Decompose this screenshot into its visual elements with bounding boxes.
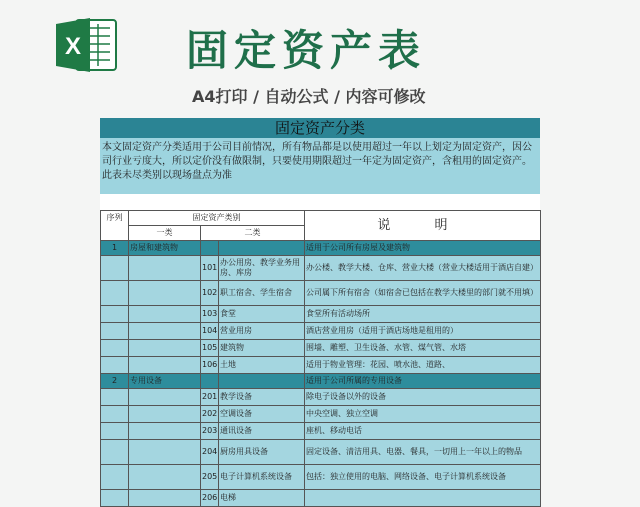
seq-cell <box>101 440 129 465</box>
code-cell: 205 <box>201 465 219 490</box>
table-row <box>101 490 541 507</box>
description-cell: 中央空调、独立空调 <box>305 406 541 423</box>
first-class-cell <box>129 465 201 490</box>
seq-cell <box>101 389 129 406</box>
description-cell: 固定设备、清洁用具、电器、餐具，一切用上一年以上的物品 <box>305 440 541 465</box>
description-cell: 适用于公司所属的专用设备 <box>305 374 541 389</box>
code-cell: 203 <box>201 423 219 440</box>
seq-cell <box>101 281 129 306</box>
description-cell: 围墙、雕塑、卫生设备、水管、煤气管、水塔 <box>305 340 541 357</box>
description-cell: 包括：独立使用的电脑、网络设备、电子计算机系统设备 <box>305 465 541 490</box>
description-cell: 公司属下所有宿舍（如宿舍已包括在教学大楼里的部门就不用填） <box>305 281 541 306</box>
table-row <box>101 406 541 423</box>
second-class-cell: 食堂 <box>219 306 305 323</box>
first-class-cell <box>129 357 201 374</box>
seq-cell: 2 <box>101 374 129 389</box>
description-cell: 办公楼、教学大楼、仓库、营业大楼（营业大楼适用于酒店自建） <box>305 256 541 281</box>
code-cell: 102 <box>201 281 219 306</box>
table-row <box>101 440 541 465</box>
table-row <box>101 323 541 340</box>
first-class-cell <box>129 389 201 406</box>
page-subtitle: A4打印 / 自动公式 / 内容可修改 <box>192 87 426 106</box>
table-row <box>101 340 541 357</box>
blank-row <box>100 194 540 210</box>
table-row <box>101 256 541 281</box>
second-class-cell: 营业用房 <box>219 323 305 340</box>
code-cell: 101 <box>201 256 219 281</box>
intro-text: 本文固定资产分类适用于公司目前情况，所有物品都是以使用超过一年以上划定为固定资产，因公司行业亏度大，所以定价没有做限制，只要使用期限超过一年定为固定资产，含租用的固定资产。此表未尽类别以现场盘点为准 <box>100 138 540 194</box>
second-class-cell <box>219 241 305 256</box>
second-class-cell: 教学设备 <box>219 389 305 406</box>
seq-cell <box>101 357 129 374</box>
description-cell <box>305 490 541 507</box>
seq-cell <box>101 490 129 507</box>
spreadsheet-sheet <box>100 118 540 500</box>
description-cell: 适用于物业管理：花园、喷水池、道路、 <box>305 357 541 374</box>
logo-letter: X <box>64 33 82 60</box>
asset-table <box>100 210 541 507</box>
description-cell: 除电子设备以外的设备 <box>305 389 541 406</box>
first-class-cell <box>129 340 201 357</box>
first-class-cell <box>129 423 201 440</box>
second-class-cell: 电梯 <box>219 490 305 507</box>
first-class-cell <box>129 440 201 465</box>
header-category: 固定资产类别 <box>129 211 305 226</box>
banner <box>0 0 640 118</box>
header-second-class: 二类 <box>201 226 305 241</box>
second-class-cell: 办公用房、教学业务用房、库房 <box>219 256 305 281</box>
seq-cell <box>101 340 129 357</box>
seq-cell: 1 <box>101 241 129 256</box>
table-row <box>101 357 541 374</box>
table-row <box>101 465 541 490</box>
code-cell <box>201 241 219 256</box>
second-class-cell: 建筑物 <box>219 340 305 357</box>
description-cell: 酒店营业用房（适用于酒店场地是租用的） <box>305 323 541 340</box>
seq-cell <box>101 323 129 340</box>
seq-cell <box>101 256 129 281</box>
code-cell: 202 <box>201 406 219 423</box>
first-class-cell <box>129 306 201 323</box>
first-class-cell <box>129 490 201 507</box>
second-class-cell: 通讯设备 <box>219 423 305 440</box>
code-cell: 201 <box>201 389 219 406</box>
second-class-cell: 空调设备 <box>219 406 305 423</box>
description-cell: 食堂所有活动场所 <box>305 306 541 323</box>
code-cell: 206 <box>201 490 219 507</box>
page-title: 固定资产表 <box>186 26 427 75</box>
description-cell: 适用于公司所有房屋及建筑物 <box>305 241 541 256</box>
description-cell: 座机、移动电话 <box>305 423 541 440</box>
excel-logo-icon <box>54 16 118 74</box>
first-class-cell <box>129 323 201 340</box>
first-class-cell <box>129 256 201 281</box>
first-class-cell: 专用设备 <box>129 374 201 389</box>
second-class-cell: 土地 <box>219 357 305 374</box>
section-row <box>101 374 541 389</box>
seq-cell <box>101 423 129 440</box>
code-cell <box>201 374 219 389</box>
seq-cell <box>101 306 129 323</box>
header-seq-cont <box>101 226 129 241</box>
code-cell: 104 <box>201 323 219 340</box>
sheet-title: 固定资产分类 <box>100 118 540 138</box>
second-class-cell <box>219 374 305 389</box>
table-row <box>101 281 541 306</box>
second-class-cell: 厨房用具设备 <box>219 440 305 465</box>
code-cell: 105 <box>201 340 219 357</box>
first-class-cell: 房屋和建筑物 <box>129 241 201 256</box>
table-row <box>101 306 541 323</box>
first-class-cell <box>129 281 201 306</box>
code-cell: 204 <box>201 440 219 465</box>
header-first-class: 一类 <box>129 226 201 241</box>
header-seq: 序列 <box>101 211 129 226</box>
table-row <box>101 423 541 440</box>
section-row <box>101 241 541 256</box>
header-explain: 说 明 <box>305 211 541 241</box>
first-class-cell <box>129 406 201 423</box>
code-cell: 106 <box>201 357 219 374</box>
seq-cell <box>101 406 129 423</box>
table-row <box>101 389 541 406</box>
seq-cell <box>101 465 129 490</box>
code-cell: 103 <box>201 306 219 323</box>
second-class-cell: 职工宿舍、学生宿舍 <box>219 281 305 306</box>
second-class-cell: 电子计算机系统设备 <box>219 465 305 490</box>
